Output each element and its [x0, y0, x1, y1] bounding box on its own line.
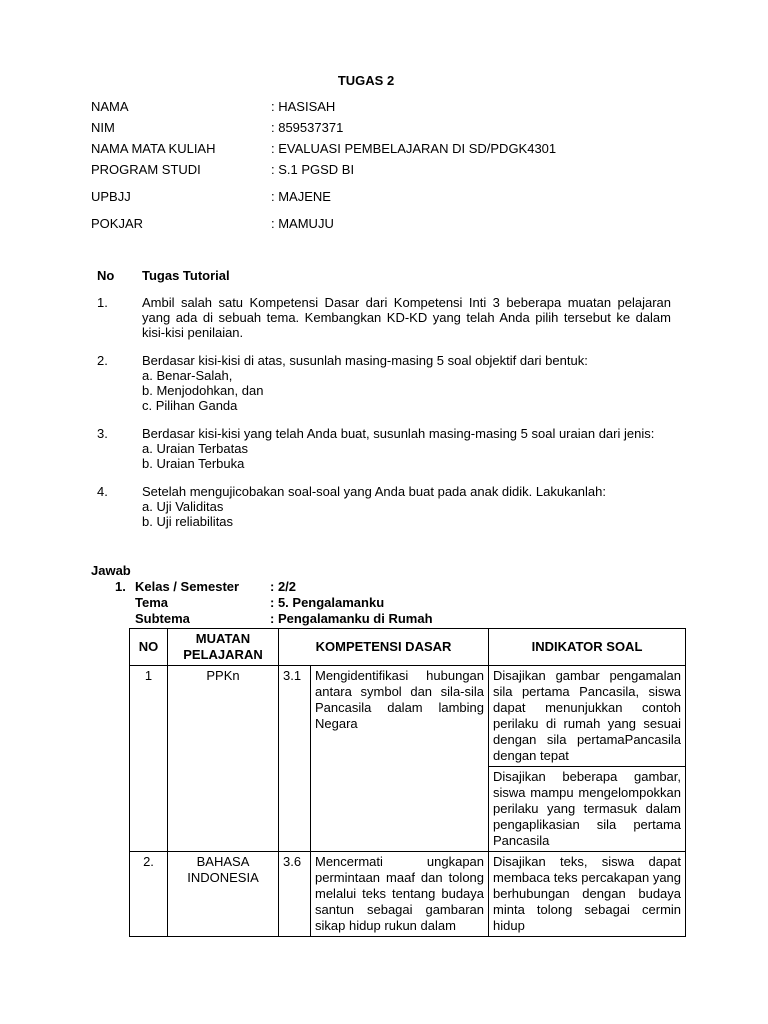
- task-text: Berdasar kisi-kisi yang telah Anda buat, susunlah masing-masing 5 soal uraian dari jenis:: [142, 426, 655, 441]
- task-number: 2.: [97, 353, 108, 368]
- cell-indikator: Disajikan teks, siswa dapat membaca teks percakapan yang berhubungan dengan budaya minta tolong sebagai cermin hidup: [489, 852, 686, 937]
- info-row-nim: [91, 120, 556, 136]
- task-text: Ambil salah satu Kompetensi Dasar dari Kompetensi Inti 3 beberapa muatan pelajaran yang ada di sebuah tema. Kembangkan KD-KD yang telah Anda pilih tersebut ke dalam kisi-kisi penilaian.: [142, 295, 671, 340]
- cell-no: 1: [130, 666, 168, 852]
- cell-kd-text: Mencermati ungkapan permintaan maaf dan tolong melalui teks tentang budaya santun sebagai gambaran sikap hidup rukun dalam: [311, 852, 489, 937]
- cell-muatan: BAHASA INDONESIA: [168, 852, 279, 937]
- info-row-pokjar: [91, 216, 556, 232]
- cell-kd-text: Mengidentifikasi hubungan antara symbol dan sila-sila Pancasila dalam lambing Negara: [311, 666, 489, 852]
- header-kompetensi-dasar: KOMPETENSI DASAR: [279, 629, 489, 666]
- task-number: 1.: [97, 295, 108, 310]
- task-header: [97, 268, 671, 283]
- table-header-row: [130, 629, 686, 666]
- task-list: [97, 268, 671, 529]
- info-value: : MAMUJU: [271, 216, 334, 231]
- task-item: [97, 295, 671, 340]
- task-option: b. Menjodohkan, dan: [142, 383, 264, 398]
- task-option: b. Uji reliabilitas: [142, 514, 234, 529]
- info-value: : S.1 PGSD BI: [271, 162, 355, 177]
- info-row-program-studi: [91, 162, 556, 178]
- task-item: [97, 353, 671, 413]
- meta-value: : Pengalamanku di Rumah: [270, 611, 433, 626]
- info-row-nama: [91, 99, 556, 115]
- answer-heading: Jawab: [91, 563, 131, 578]
- task-header-title: Tugas Tutorial: [142, 268, 230, 283]
- cell-no: 2.: [130, 852, 168, 937]
- info-label: NAMA: [91, 99, 129, 114]
- task-number: 3.: [97, 426, 108, 441]
- task-option: a. Uraian Terbatas: [142, 441, 248, 456]
- task-text: Setelah mengujicobakan soal-soal yang Anda buat pada anak didik. Lakukanlah:: [142, 484, 607, 499]
- meta-label: Tema: [135, 595, 168, 610]
- cell-indikator: Disajikan beberapa gambar, siswa mampu mengelompokkan perilaku yang termasuk dalam pengaplikasian sila pertama Pancasila: [489, 767, 686, 852]
- meta-value: : 2/2: [270, 579, 297, 594]
- header-indikator-soal: INDIKATOR SOAL: [489, 629, 686, 666]
- task-text: Berdasar kisi-kisi di atas, susunlah masing-masing 5 soal objektif dari bentuk:: [142, 353, 588, 368]
- task-option: a. Uji Validitas: [142, 499, 224, 514]
- info-row-mata-kuliah: [91, 141, 556, 157]
- info-label: UPBJJ: [91, 189, 131, 204]
- info-value: : EVALUASI PEMBELAJARAN DI SD/PDGK4301: [271, 141, 557, 156]
- info-value: : MAJENE: [271, 189, 331, 204]
- meta-label: Kelas / Semester: [135, 579, 240, 594]
- info-label: NAMA MATA KULIAH: [91, 141, 216, 156]
- info-row-upbjj: [91, 189, 556, 205]
- meta-row: [115, 595, 433, 611]
- info-label: POKJAR: [91, 216, 144, 231]
- cell-indikator: Disajikan gambar pengamalan sila pertama Pancasila, siswa dapat menunjukkan contoh perilaku di rumah yang sesuai dengan sila pertamaPancasila dengan tepat: [489, 666, 686, 767]
- meta-row: [115, 611, 433, 627]
- header-muatan: MUATAN PELAJARAN: [168, 629, 279, 666]
- info-value: : HASISAH: [271, 99, 336, 114]
- task-header-no: No: [97, 268, 115, 283]
- answer-meta: [115, 579, 433, 627]
- meta-value: : 5. Pengalamanku: [270, 595, 385, 610]
- info-value: : 859537371: [271, 120, 344, 135]
- answer-number: 1.: [115, 579, 126, 594]
- task-item: [97, 426, 671, 471]
- meta-label: Subtema: [135, 611, 190, 626]
- info-label: PROGRAM STUDI: [91, 162, 201, 177]
- task-item: [97, 484, 671, 529]
- task-option: c. Pilihan Ganda: [142, 398, 238, 413]
- task-option: a. Benar-Salah,: [142, 368, 233, 383]
- table-row: [130, 666, 686, 767]
- task-number: 4.: [97, 484, 108, 499]
- meta-row: [115, 579, 433, 595]
- task-option: b. Uraian Terbuka: [142, 456, 245, 471]
- cell-kd-number: 3.1: [279, 666, 311, 852]
- cell-kd-number: 3.6: [279, 852, 311, 937]
- cell-muatan: PPKn: [168, 666, 279, 852]
- page-title: TUGAS 2: [337, 73, 395, 88]
- header-no: NO: [130, 629, 168, 666]
- student-info: [91, 99, 556, 232]
- table-row: [130, 852, 686, 937]
- kisi-kisi-table: [129, 628, 686, 937]
- info-label: NIM: [91, 120, 115, 135]
